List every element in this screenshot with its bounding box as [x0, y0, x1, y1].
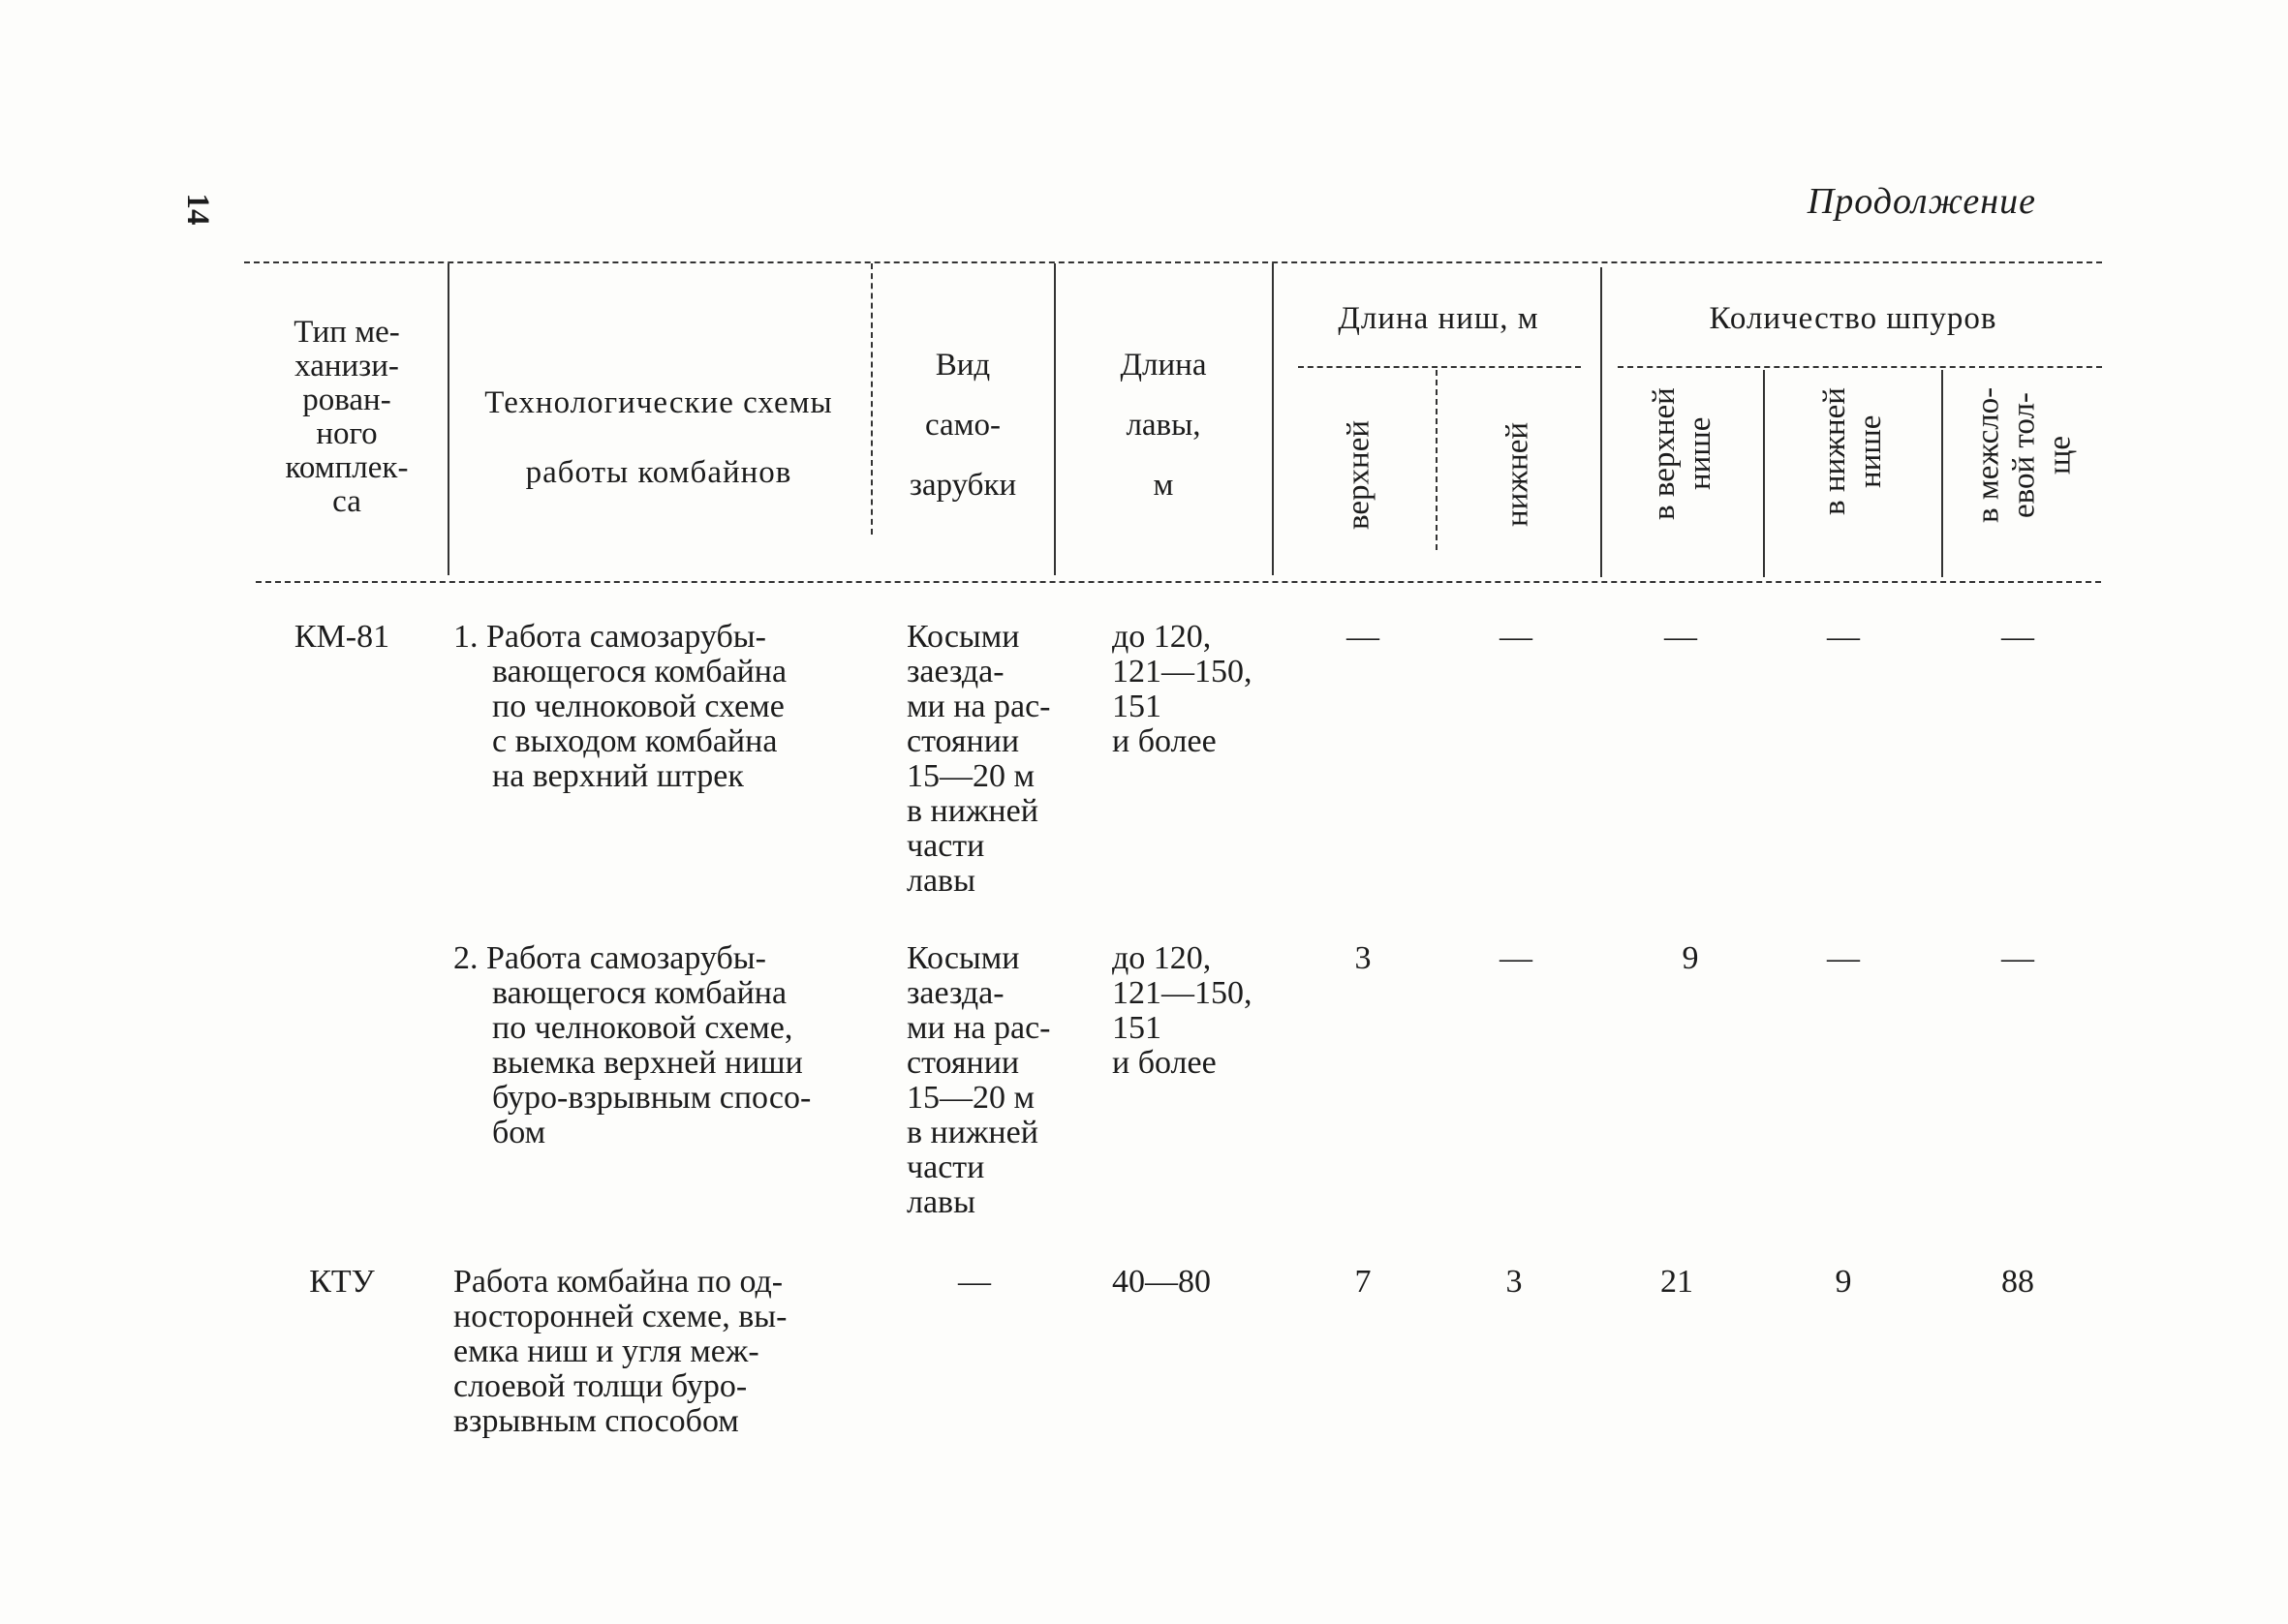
col-divider-1 [448, 263, 449, 575]
table-row-2-scheme: 2. Работа самозарубы- вающегося комбайна по челноковой схеме, выемка верхней ниши буро-взрывным спосо- бом [453, 940, 812, 1150]
table-row-2-length: до 120, 121—150, 151 и более [1112, 940, 1252, 1081]
table-row-3-holes-upper: 21 [1660, 1264, 1693, 1300]
table-row-3-holes-lower: 9 [1835, 1264, 1852, 1300]
table-row-2-self-cut: Косыми заезда- ми на рас- стоянии 15—20 м в нижней части лавы [907, 940, 1051, 1220]
table-row-3-scheme: Работа комбайна по од- носторонней схеме, вы- емка ниш и угля меж- слоевой толщи буро- взрывным способом [453, 1264, 788, 1439]
continuation-label: Продолжение [1807, 181, 2036, 222]
header-holes-count: Количество шпуров [1709, 301, 1997, 336]
table-row-2-niche-lower: — [1500, 940, 1532, 976]
table-top-rule [244, 261, 2102, 263]
table-row-1-scheme: 1. Работа самозарубы- вающегося комбайна по челноковой схеме с выходом комбайна на верхний штрек [453, 619, 788, 794]
col-divider-3 [1054, 263, 1056, 575]
table-row-1-niche-upper: — [1346, 619, 1379, 655]
table-row-3-niche-upper: 7 [1354, 1264, 1372, 1300]
table-row-1-length: до 120, 121—150, 151 и более [1112, 619, 1252, 759]
col-divider-6 [1600, 267, 1602, 577]
header-length: Длина лавы, м [1120, 348, 1207, 503]
table-row-3-niche-lower: 3 [1505, 1264, 1523, 1300]
header-complex-type: Тип ме- ханизи- рован- ного комплек- са [285, 315, 409, 519]
col-divider-5 [1436, 370, 1438, 550]
col-divider-4 [1272, 263, 1274, 575]
header-bottom-rule [256, 581, 2101, 583]
header-niche-upper: верхней [1341, 419, 1376, 530]
header-holes-lower: в нижней нише [1817, 387, 1888, 515]
table-row-1-holes-interlayer: — [2001, 619, 2034, 655]
table-row-3-holes-interlayer: 88 [2001, 1264, 2034, 1300]
header-holes-upper: в верхней нише [1647, 387, 1717, 520]
table-row-2-holes-interlayer: — [2001, 940, 2034, 976]
niche-group-rule [1298, 366, 1581, 368]
header-self-cut: Вид само- зарубки [909, 348, 1017, 503]
col-divider-2 [871, 263, 873, 535]
page-number: 14 [180, 193, 215, 226]
col-divider-8 [1941, 370, 1943, 577]
col-divider-7 [1763, 370, 1765, 577]
table-row-3-type: КТУ [309, 1264, 375, 1300]
table-row-1-self-cut: Косыми заезда- ми на рас- стоянии 15—20 м в нижней части лавы [907, 619, 1051, 899]
table-row-2-holes-upper: 9 [1682, 940, 1699, 976]
table-row-1-holes-upper: — [1664, 619, 1697, 655]
header-niche-length: Длина ниш, м [1338, 301, 1539, 336]
holes-group-rule [1618, 366, 2102, 368]
table-row-2-holes-lower: — [1827, 940, 1860, 976]
table-row-3-length: 40—80 [1112, 1264, 1211, 1300]
table-row-1-niche-lower: — [1500, 619, 1532, 655]
header-niche-lower: нижней [1500, 421, 1535, 528]
header-holes-interlayer: в межсло- евой тол- ще [1970, 387, 2078, 524]
table-row-3-self-cut: — [958, 1264, 991, 1300]
table-row-2-niche-upper: 3 [1354, 940, 1372, 976]
table-row-1-type: КМ-81 [294, 619, 390, 655]
header-schemes: Технологические схемы работы комбайнов [484, 385, 833, 490]
table-row-1-holes-lower: — [1827, 619, 1860, 655]
